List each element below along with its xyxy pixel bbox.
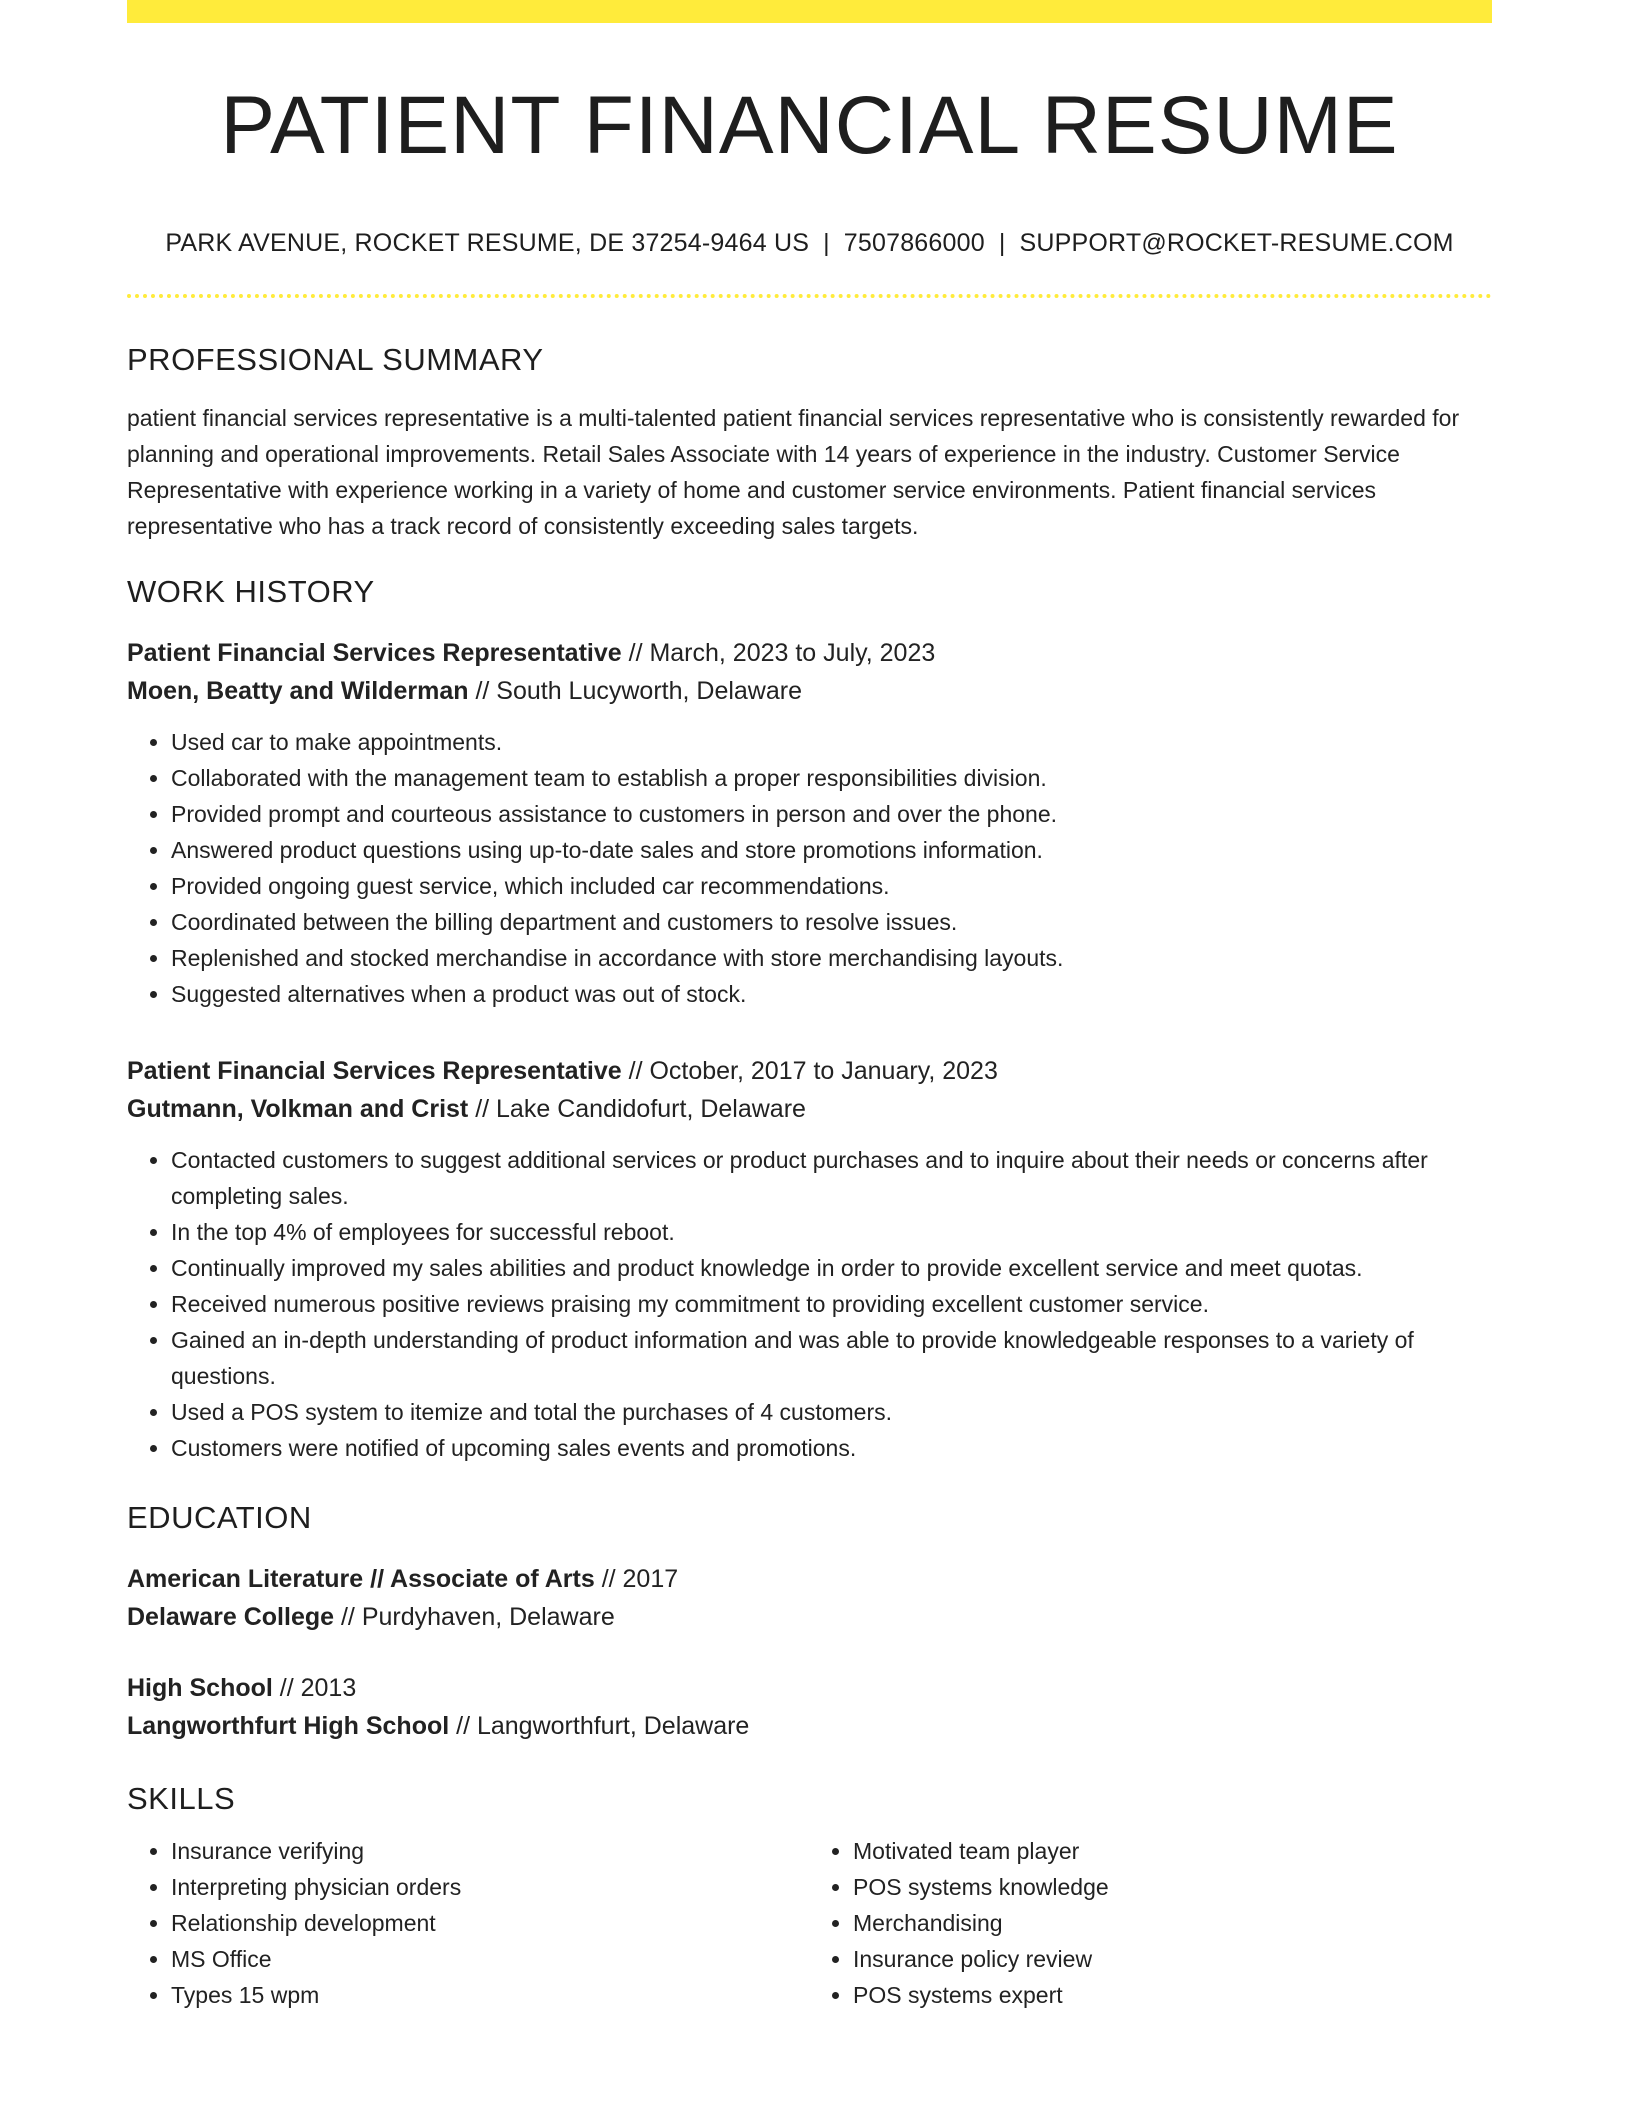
- job-bullet: • Continually improved my sales abilities and product knowledge in order to provide excellent service and meet quotas.: [171, 1250, 1492, 1286]
- job-bullet: • Used a POS system to itemize and total the purchases of 4 customers.: [171, 1394, 1492, 1430]
- job-bullet: • Replenished and stocked merchandise in accordance with store merchandising layouts.: [171, 940, 1492, 976]
- job-bullet: • Gained an in-depth understanding of product information and was able to provide knowledgeable responses to a variety of questions.: [171, 1322, 1492, 1394]
- skill-item: • MS Office: [171, 1941, 801, 1977]
- accent-top-bar: [127, 0, 1492, 23]
- skill-item: • Insurance verifying: [171, 1833, 801, 1869]
- skill-item: • Types 15 wpm: [171, 1977, 801, 2013]
- education-entry: [127, 1560, 1492, 1636]
- job-company-line: [127, 672, 1492, 710]
- skill-item: • Motivated team player: [853, 1833, 1483, 1869]
- education-degree: High School: [127, 1674, 273, 1703]
- education-school: Delaware College: [127, 1603, 335, 1632]
- job-title-line: [127, 634, 1492, 672]
- education-school-line: [127, 1707, 1492, 1745]
- education-school: Langworthfurt High School: [127, 1712, 450, 1741]
- job-location: // Lake Candidofurt, Delaware: [468, 1095, 806, 1124]
- contact-separator: |: [823, 229, 830, 258]
- job-bullet: • Customers were notified of upcoming sales events and promotions.: [171, 1430, 1492, 1466]
- job-location: // South Lucyworth, Delaware: [468, 677, 802, 706]
- work-history-heading: WORK HISTORY: [127, 574, 375, 610]
- education-degree-line: [127, 1560, 1492, 1598]
- job-bullet: • In the top 4% of employees for successful reboot.: [171, 1214, 1492, 1250]
- skill-item: • Interpreting physician orders: [171, 1869, 801, 1905]
- contact-phone: 7507866000: [843, 229, 985, 258]
- education-location: // Langworthfurt, Delaware: [449, 1712, 750, 1741]
- education-school-line: [127, 1598, 1492, 1636]
- education-heading: EDUCATION: [127, 1500, 312, 1536]
- job-bullet: • Suggested alternatives when a product was out of stock.: [171, 976, 1492, 1012]
- job-bullet: • Provided ongoing guest service, which included car recommendations.: [171, 868, 1492, 904]
- job-bullet: • Coordinated between the billing department and customers to resolve issues.: [171, 904, 1492, 940]
- job-bullet: • Used car to make appointments.: [171, 724, 1492, 760]
- education-degree-line: [127, 1669, 1492, 1707]
- job-entry: [127, 1052, 1492, 1466]
- skills-list-left: [127, 1833, 801, 2013]
- contact-address: PARK AVENUE, ROCKET RESUME, DE 37254-9464 US: [165, 229, 810, 258]
- skills-heading: SKILLS: [127, 1781, 236, 1817]
- job-company: Gutmann, Volkman and Crist: [127, 1095, 469, 1124]
- skills-list-right: [801, 1833, 1483, 2013]
- job-bullets: [127, 1142, 1492, 1466]
- job-dates: // October, 2017 to January, 2023: [621, 1057, 998, 1086]
- header-divider: [127, 294, 1492, 298]
- job-bullet: • Contacted customers to suggest additional services or product purchases and to inquire about their needs or concerns after completing sales.: [171, 1142, 1492, 1214]
- job-role: Patient Financial Services Representative: [127, 639, 622, 668]
- contact-line: [127, 229, 1492, 258]
- education-year: // 2017: [594, 1565, 679, 1594]
- skill-item: • POS systems knowledge: [853, 1869, 1483, 1905]
- skill-item: • Relationship development: [171, 1905, 801, 1941]
- resume-page: [127, 0, 1492, 2013]
- job-bullet: • Collaborated with the management team to establish a proper responsibilities division.: [171, 760, 1492, 796]
- job-role: Patient Financial Services Representative: [127, 1057, 622, 1086]
- skill-item: • POS systems expert: [853, 1977, 1483, 2013]
- job-dates: // March, 2023 to July, 2023: [621, 639, 936, 668]
- job-bullet: • Answered product questions using up-to-date sales and store promotions information.: [171, 832, 1492, 868]
- contact-email: SUPPORT@ROCKET-RESUME.COM: [1019, 229, 1454, 258]
- job-company: Moen, Beatty and Wilderman: [127, 677, 469, 706]
- skill-item: • Insurance policy review: [853, 1941, 1483, 1977]
- job-bullet: • Received numerous positive reviews praising my commitment to providing excellent customer service.: [171, 1286, 1492, 1322]
- job-company-line: [127, 1090, 1492, 1128]
- skill-item: • Merchandising: [853, 1905, 1483, 1941]
- job-bullets: [127, 724, 1492, 1012]
- job-bullet: • Provided prompt and courteous assistance to customers in person and over the phone.: [171, 796, 1492, 832]
- education-year: // 2013: [272, 1674, 357, 1703]
- contact-separator: |: [998, 229, 1006, 258]
- job-entry: [127, 634, 1492, 1012]
- education-degree: American Literature // Associate of Arts: [127, 1565, 595, 1594]
- job-title-line: [127, 1052, 1492, 1090]
- summary-text: patient financial services representative is a multi-talented patient financial services representative who is consistently rewarded for planning and operational improvements. Retail Sales Associate with 14 years of experience in the industry. Customer Service Representative with experience working in a variety of home and customer service environments. Patient financial services representative who has a track record of consistently exceeding sales targets.: [127, 405, 1460, 540]
- skills-columns: [127, 1833, 1492, 2013]
- education-location: // Purdyhaven, Delaware: [334, 1603, 615, 1632]
- resume-title: PATIENT FINANCIAL RESUME: [220, 80, 1399, 171]
- education-entry: [127, 1669, 1492, 1745]
- summary-heading: PROFESSIONAL SUMMARY: [127, 342, 544, 378]
